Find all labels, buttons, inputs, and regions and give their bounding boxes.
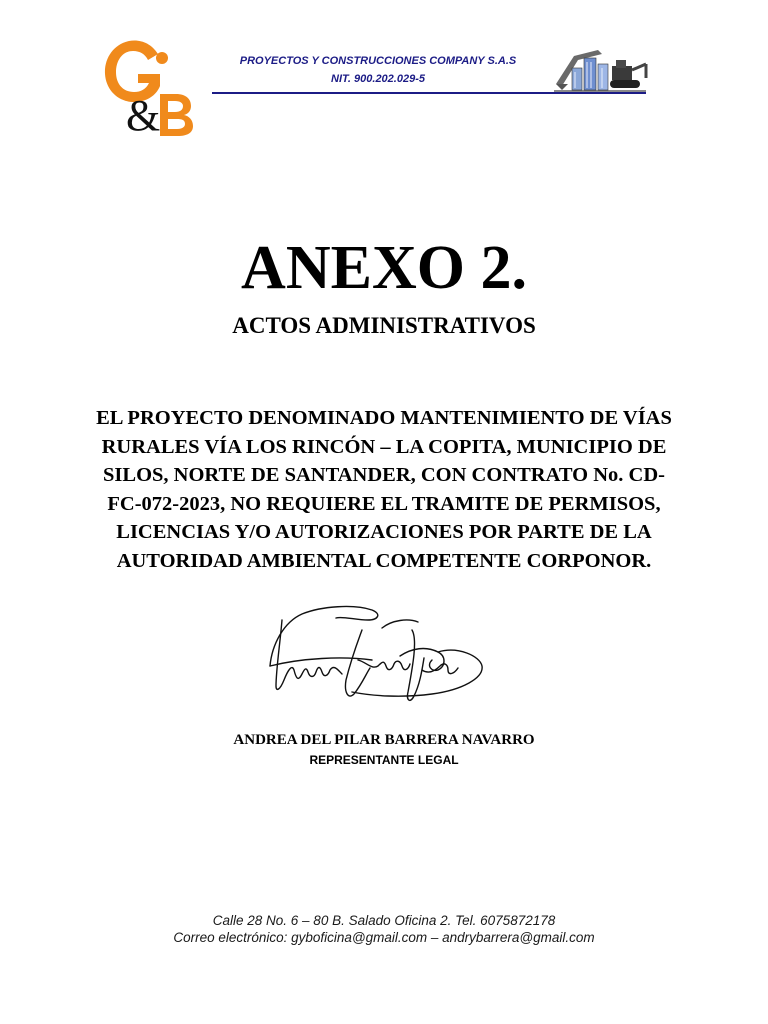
company-name: PROYECTOS Y CONSTRUCCIONES COMPANY S.A.S <box>239 55 517 67</box>
body-line: LICENCIAS Y/O AUTORIZACIONES POR PARTE DE LA <box>116 521 652 544</box>
construction-icon <box>552 44 648 94</box>
body-line: SILOS, NORTE DE SANTANDER, CON CONTRATO No. CD- <box>103 464 665 487</box>
body-line: RURALES VÍA LOS RINCÓN – LA COPITA, MUNICIPIO DE <box>101 435 667 458</box>
company-nit: NIT. 900.202.029-5 <box>331 73 425 85</box>
signer-role: REPRESENTANTE LEGAL <box>309 753 459 767</box>
document-subtitle: ACTOS ADMINISTRATIVOS <box>232 313 536 338</box>
handwritten-signature <box>262 600 488 720</box>
signer-name: ANDREA DEL PILAR BARRERA NAVARRO <box>233 732 535 748</box>
footer <box>0 912 768 946</box>
svg-text:&: & <box>126 91 161 136</box>
footer-email: Correo electrónico: gyboficina@gmail.com – andrybarrera@gmail.com <box>173 930 595 945</box>
footer-address: Calle 28 No. 6 – 80 B. Salado Oficina 2. Tel. 6075872178 <box>212 913 556 928</box>
body-line: EL PROYECTO DENOMINADO MANTENIMIENTO DE VÍAS <box>96 407 672 429</box>
company-logo <box>96 34 196 136</box>
body-line: FC-072-2023, NO REQUIERE EL TRAMITE DE PERMISOS, <box>107 492 661 515</box>
document-title: ANEXO 2. <box>241 234 527 302</box>
body-line: AUTORIDAD AMBIENTAL COMPETENTE CORPONOR. <box>116 549 652 572</box>
document-body <box>80 404 688 576</box>
